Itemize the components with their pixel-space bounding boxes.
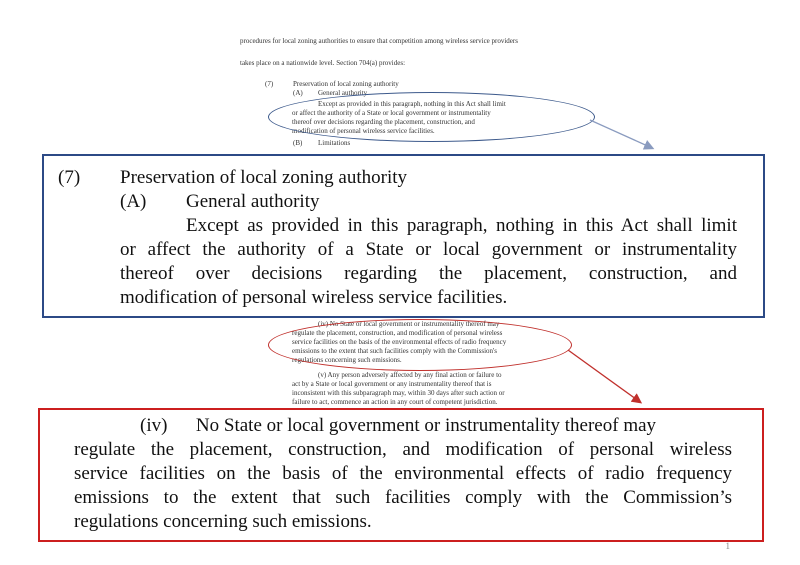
subsection-title: Limitations [318, 139, 351, 147]
section-title: Preservation of local zoning authority [293, 80, 399, 88]
intro-line: takes place on a nationwide level. Section 704(a) provides: [240, 59, 406, 67]
paragraph-line: (v) Any person adversely affected by any final action or failure to [318, 371, 502, 379]
callout-text-line: regulations concerning such emissions. [74, 511, 372, 532]
callout-rf-emissions [38, 408, 764, 542]
subsection-title: General authority [318, 89, 368, 97]
callout-section-number: (7) [58, 167, 81, 188]
subsection-number: (B) [293, 139, 303, 147]
paragraph-line: regulations concerning such emissions. [292, 356, 402, 364]
callout-text-line: service facilities on the basis of the environmental effects of radio frequency [74, 463, 732, 484]
paragraph-line: Except as provided in this paragraph, nothing in this Act shall limit [318, 100, 506, 108]
callout-section-title: Preservation of local zoning authority [120, 167, 408, 188]
paragraph-line: or affect the authority of a State or local government or instrumentality [292, 109, 491, 117]
callout-text-line: thereof over decisions regarding the placement, construction, and [120, 263, 737, 284]
paragraph-line: modification of personal wireless service facilities. [292, 127, 435, 135]
callout-general-authority [42, 154, 765, 318]
callout-text-line: modification of personal wireless service facilities. [120, 287, 508, 308]
paragraph-line: emissions to the extent that such facilities comply with the Commission's [292, 347, 498, 355]
section-number: (7) [265, 80, 274, 88]
paragraph-line: act by a State or local government or any instrumentality thereof that is [292, 380, 492, 388]
paragraph-line: inconsistent with this subparagraph may, within 30 days after such action or [292, 389, 505, 397]
callout-subsection-title: General authority [186, 191, 320, 212]
paragraph-line: failure to act, commence an action in any court of competent jurisdiction. [292, 398, 498, 406]
intro-line: procedures for local zoning authorities to ensure that competition among wireless service providers [240, 37, 518, 45]
callout-subsection-number: (A) [120, 191, 147, 212]
paragraph-line: service facilities on the basis of the environmental effects of radio frequency [292, 338, 507, 346]
callout-text-line: or affect the authority of a State or local government or instrumentality [120, 239, 737, 260]
callout-text-line: regulate the placement, construction, and modification of personal wireless [74, 439, 732, 460]
callout-text-line: emissions to the extent that such facilities comply with the Commission’s [74, 487, 732, 508]
paragraph-line: regulate the placement, construction, and modification of personal wireless [292, 329, 503, 337]
paragraph-line: (iv) No State or local government or instrumentality thereof may [318, 320, 500, 328]
page-number: 1 [725, 541, 730, 551]
arrow-blue [590, 120, 652, 148]
paragraph-line: thereof over decisions regarding the placement, construction, and [292, 118, 475, 126]
subsection-number: (A) [293, 89, 303, 97]
arrow-red [568, 350, 640, 402]
callout-text-line: Except as provided in this paragraph, nothing in this Act shall limit [186, 215, 737, 236]
callout-text-line: (iv) No State or local government or instrumentality thereof may [140, 415, 657, 436]
